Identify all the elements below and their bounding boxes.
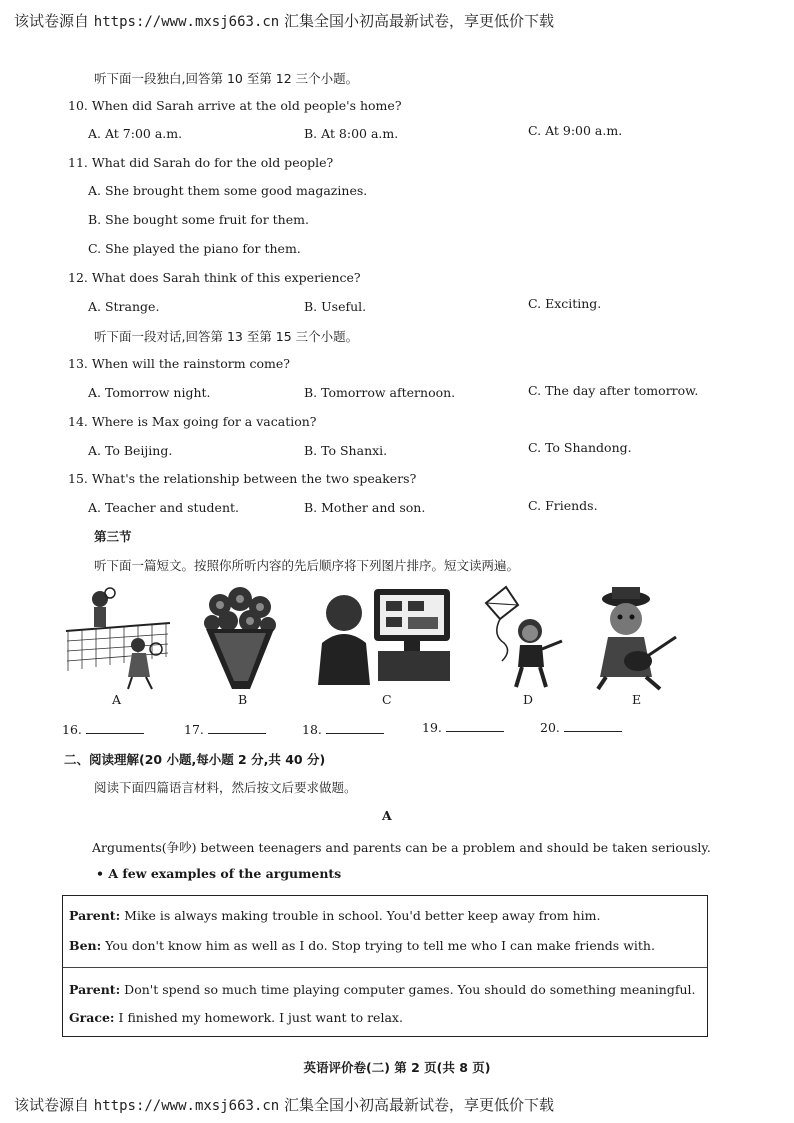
part3-title: 第三节 (94, 529, 132, 544)
q13-option-b: B. Tomorrow afternoon. (304, 385, 456, 400)
passage-intro: Arguments(争吵) between teenagers and parents can be a problem and should be taken seriously. (92, 840, 711, 855)
answer-blank-20[interactable]: 20. (540, 719, 622, 735)
answer-blank-17[interactable]: 17. (184, 721, 266, 737)
boy-at-computer-icon (316, 585, 454, 693)
passage-label: A (382, 808, 392, 823)
q14-option-c: C. To Shandong. (528, 440, 632, 455)
q10-option-c: C. At 9:00 a.m. (528, 123, 623, 138)
reading-instruction: 阅读下面四篇语言材料，然后按文后要求做题。 (94, 780, 357, 795)
q13-option-c: C. The day after tomorrow. (528, 383, 699, 398)
banner-url[interactable]: https://www.mxsj663.cn (93, 14, 280, 30)
tennis-players-icon (62, 585, 174, 693)
picture-label-b: B (238, 692, 248, 707)
arguments-box (62, 895, 708, 1037)
banner-prefix: 该试卷源自 (14, 1096, 90, 1114)
q15-option-a: A. Teacher and student. (88, 500, 240, 515)
answer-blank-19[interactable]: 19. (422, 719, 504, 735)
question-10: 10. When did Sarah arrive at the old people's home? (68, 98, 402, 113)
page-footer: 英语评价卷(二) 第 2 页(共 8 页) (303, 1060, 491, 1075)
flower-bouquet-icon (196, 585, 284, 693)
q13-option-a: A. Tomorrow night. (88, 385, 211, 400)
dialog-divider (63, 967, 707, 968)
part3-instruction: 听下面一篇短文。按照你所听内容的先后顺序将下列图片排序。短文读两遍。 (94, 558, 520, 573)
instruction-10-12: 听下面一段独白,回答第 10 至第 12 三个小题。 (94, 71, 359, 86)
q11-option-b: B. She bought some fruit for them. (88, 212, 309, 227)
picture-label-c: C (382, 692, 392, 707)
q14-option-a: A. To Beijing. (88, 443, 173, 458)
girl-with-guitar-icon (586, 585, 682, 693)
source-banner-bottom (14, 1094, 554, 1115)
picture-label-e: E (632, 692, 642, 707)
banner-suffix: 汇集全国小初高最新试卷，享更低价下载 (284, 12, 555, 30)
q12-option-c: C. Exciting. (528, 296, 602, 311)
q14-option-b: B. To Shanxi. (304, 443, 388, 458)
q10-option-b: B. At 8:00 a.m. (304, 126, 399, 141)
q12-option-a: A. Strange. (88, 299, 160, 314)
question-14: 14. Where is Max going for a vacation? (68, 414, 317, 429)
picture-label-d: D (523, 692, 534, 707)
q11-option-a: A. She brought them some good magazines. (88, 183, 368, 198)
q12-option-b: B. Useful. (304, 299, 367, 314)
arguments-bullet: • A few examples of the arguments (96, 866, 342, 881)
question-11: 11. What did Sarah do for the old people? (68, 155, 334, 170)
banner-prefix: 该试卷源自 (14, 12, 90, 30)
q11-option-c: C. She played the piano for them. (88, 241, 301, 256)
instruction-13-15: 听下面一段对话,回答第 13 至第 15 三个小题。 (94, 329, 359, 344)
q15-option-b: B. Mother and son. (304, 500, 426, 515)
boy-with-kite-icon (482, 585, 572, 693)
dialog-line-4: Grace: I finished my homework. I just want to relax. (69, 1010, 403, 1025)
dialog-line-3: Parent: Don't spend so much time playing computer games. You should do something meaningful. (69, 982, 696, 997)
q15-option-c: C. Friends. (528, 498, 598, 513)
question-15: 15. What's the relationship between the two speakers? (68, 471, 417, 486)
banner-suffix: 汇集全国小初高最新试卷，享更低价下载 (284, 1096, 555, 1114)
question-12: 12. What does Sarah think of this experience? (68, 270, 361, 285)
question-13: 13. When will the rainstorm come? (68, 356, 291, 371)
dialog-line-2: Ben: You don't know him as well as I do. Stop trying to tell me who I can make friends with. (69, 938, 655, 953)
q10-option-a: A. At 7:00 a.m. (88, 126, 183, 141)
picture-label-a: A (112, 692, 122, 707)
banner-url[interactable]: https://www.mxsj663.cn (93, 1098, 280, 1114)
reading-heading: 二、阅读理解(20 小题,每小题 2 分,共 40 分) (64, 752, 326, 767)
source-banner-top (14, 10, 554, 31)
answer-blank-18[interactable]: 18. (302, 721, 384, 737)
dialog-line-1: Parent: Mike is always making trouble in school. You'd better keep away from him. (69, 908, 601, 923)
answer-blank-16[interactable]: 16. (62, 721, 144, 737)
